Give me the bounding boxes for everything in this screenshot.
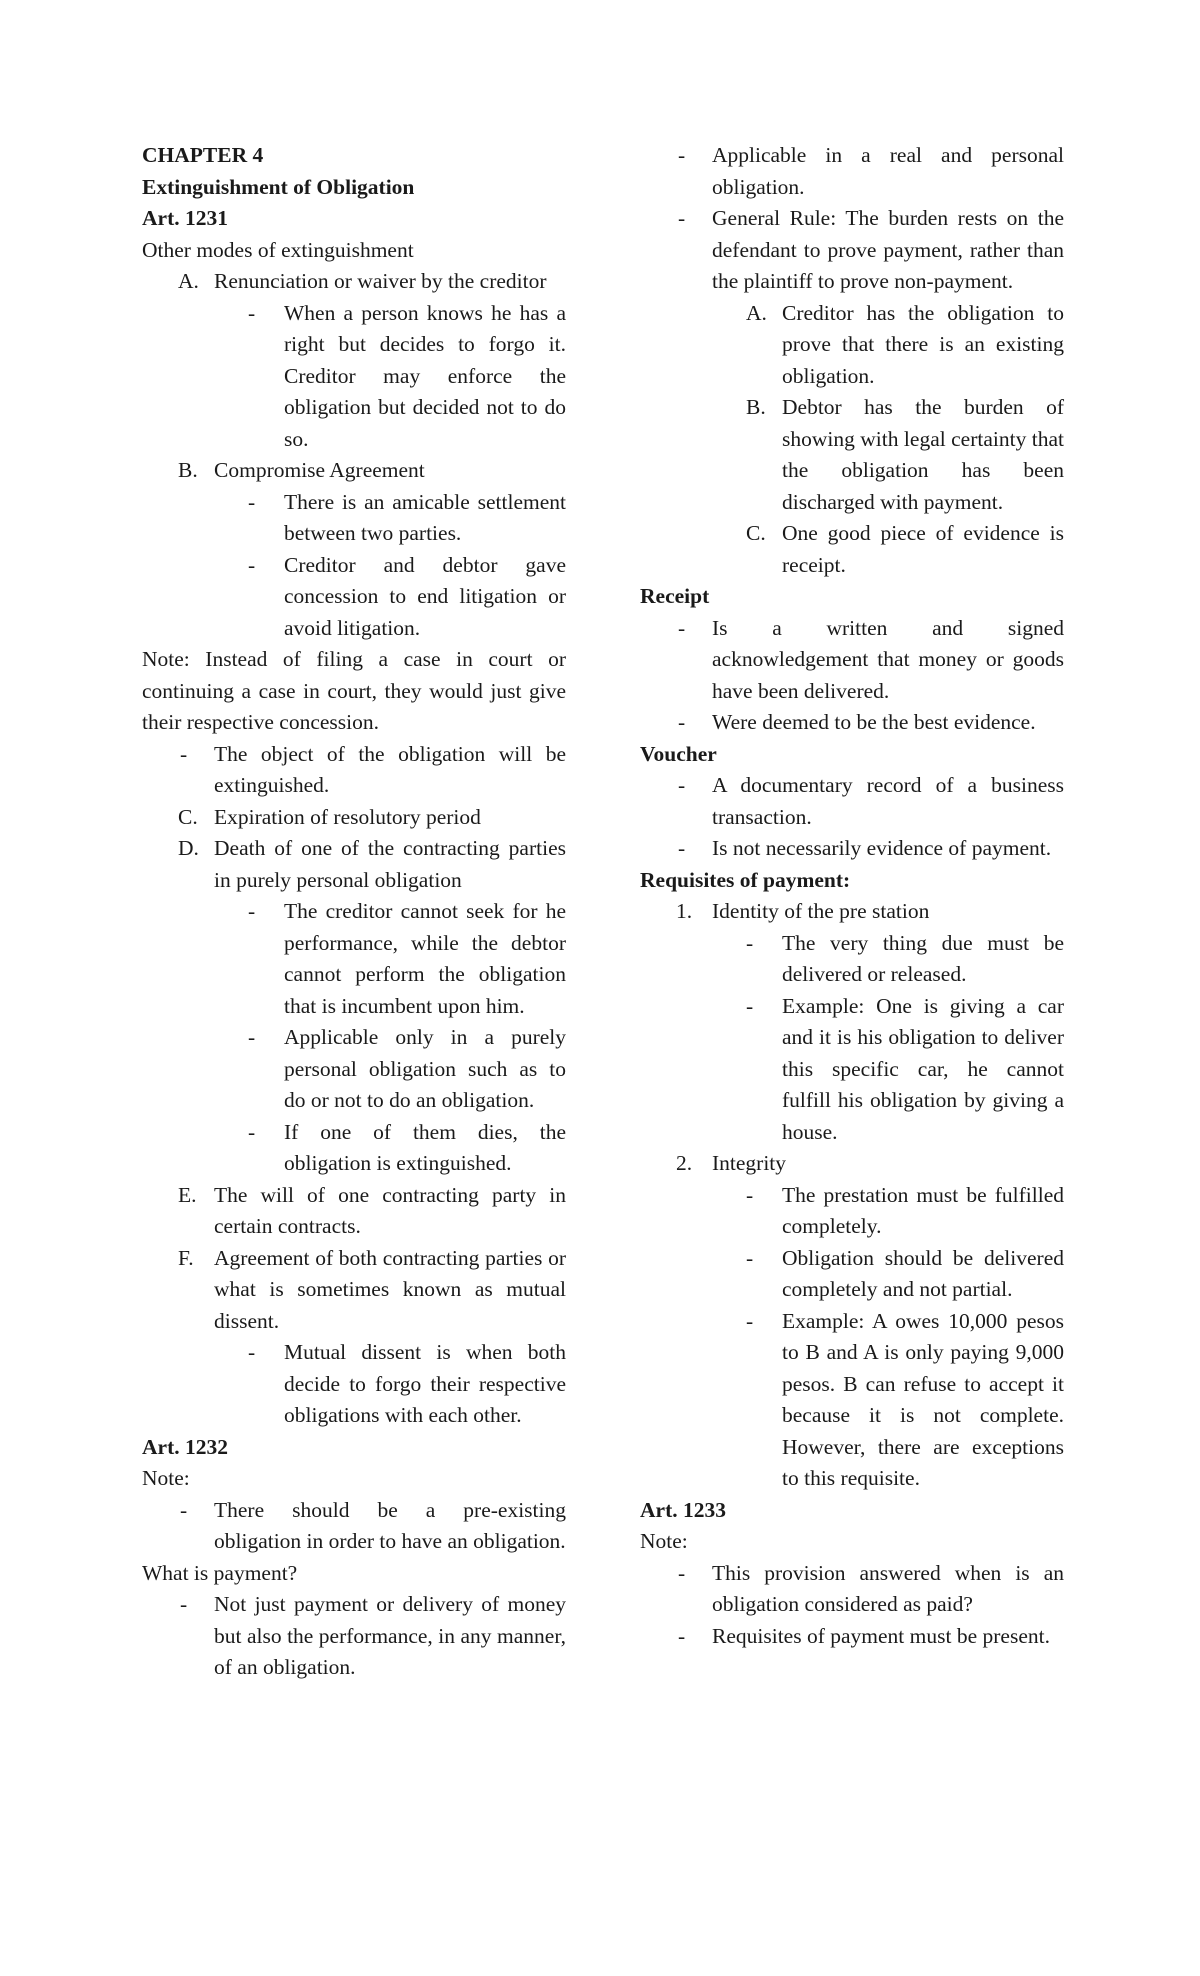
bullet-text: Applicable in a real and personal obligation. xyxy=(712,143,1064,199)
note-paragraph: Note: Instead of filing a case in court or continuing a case in court, they would just give their respective concession. xyxy=(142,647,566,734)
bullet-text: There is an amicable settlement between two parties. xyxy=(284,489,566,545)
list-item-text: Debtor has the burden of showing with legal certainty that the obligation has been discharged with payment. xyxy=(782,395,1064,514)
numbered-item-2 xyxy=(640,1148,1064,1180)
bullet-text: Mutual dissent is when both decide to forgo their respective obligations with each other. xyxy=(284,1340,566,1427)
sub-list-item-a xyxy=(640,298,1064,393)
list-item-d xyxy=(142,833,566,896)
bullet-item xyxy=(640,928,1064,991)
dash-marker: - xyxy=(678,615,686,640)
bullet-text: This provision answered when is an obligation considered as paid? xyxy=(712,1560,1064,1616)
right-column xyxy=(640,140,1064,1652)
dash-marker: - xyxy=(248,552,256,577)
note-label: Note: xyxy=(142,1466,190,1490)
bullet-item xyxy=(640,1306,1064,1495)
bullet-text: Were deemed to be the best evidence. xyxy=(712,710,1036,734)
list-item-a xyxy=(142,266,566,298)
bullet-item xyxy=(142,487,566,550)
list-item-text: Creditor has the obligation to prove that there is an existing obligation. xyxy=(782,300,1064,388)
list-item-text: Compromise Agreement xyxy=(214,458,425,482)
dash-marker: - xyxy=(746,1308,754,1333)
article-1231-heading: Art. 1231 xyxy=(142,206,228,230)
list-item-text: One good piece of evidence is receipt. xyxy=(782,521,1064,577)
dash-marker: - xyxy=(248,1119,256,1144)
bullet-text: The prestation must be fulfilled completely. xyxy=(782,1182,1064,1238)
bullet-text: Creditor and debtor gave concession to end litigation or avoid litigation. xyxy=(284,552,566,640)
bullet-text: General Rule: The burden rests on the defendant to prove payment, rather than the plaintiff to prove non-payment. xyxy=(712,206,1064,293)
bullet-text: Not just payment or delivery of money but also the performance, in any manner, of an obligation. xyxy=(214,1592,566,1679)
list-item-c xyxy=(142,802,566,834)
dash-marker: - xyxy=(746,1245,754,1270)
note-label: Note: xyxy=(640,1529,688,1553)
list-item-text: Integrity xyxy=(712,1151,787,1175)
bullet-item xyxy=(640,991,1064,1149)
bullet-item xyxy=(640,1558,1064,1621)
sub-list-item-c xyxy=(640,518,1064,581)
intro-text: Other modes of extinguishment xyxy=(142,237,414,262)
dash-marker: - xyxy=(678,836,686,860)
dash-marker: - xyxy=(248,489,256,514)
requisites-heading: Requisites of payment: xyxy=(640,867,851,892)
bullet-text: The creditor cannot seek for he performance, while the debtor cannot perform the obligation that is incumbent upon him. xyxy=(284,899,566,1018)
article-1232-heading: Art. 1232 xyxy=(142,1434,228,1459)
dash-marker: - xyxy=(678,143,686,167)
dash-marker: - xyxy=(248,300,256,325)
bullet-item xyxy=(640,1180,1064,1243)
bullet-item xyxy=(142,1117,566,1180)
list-marker: 2. xyxy=(676,1151,693,1175)
dash-marker: - xyxy=(180,1592,188,1616)
bullet-item xyxy=(640,613,1064,708)
dash-marker: - xyxy=(248,899,256,923)
dash-marker: - xyxy=(180,741,188,766)
list-item-text: Identity of the pre station xyxy=(712,899,930,923)
numbered-item-1 xyxy=(640,896,1064,928)
list-item-b xyxy=(142,455,566,487)
dash-marker: - xyxy=(248,1025,256,1049)
list-item-text: The will of one contracting party in certain contracts. xyxy=(214,1182,566,1238)
dash-marker: - xyxy=(678,206,686,230)
dash-marker: - xyxy=(746,1182,754,1207)
bullet-item xyxy=(640,707,1064,739)
receipt-heading: Receipt xyxy=(640,584,710,608)
list-item-e xyxy=(142,1180,566,1243)
chapter-heading: CHAPTER 4 xyxy=(142,143,264,167)
dash-marker: - xyxy=(678,773,686,797)
chapter-title: Extinguishment of Obligation xyxy=(142,174,415,199)
bullet-item xyxy=(640,833,1064,865)
dash-marker: - xyxy=(678,1623,686,1648)
list-marker: 1. xyxy=(676,899,693,923)
bullet-item xyxy=(640,140,1064,203)
bullet-text: Applicable only in a purely personal obligation such as to do or not to do an obligation. xyxy=(284,1025,566,1112)
list-item-text: Death of one of the contracting parties in purely personal obligation xyxy=(214,836,566,892)
voucher-heading: Voucher xyxy=(640,741,717,766)
bullet-item xyxy=(142,1495,566,1558)
bullet-item xyxy=(142,1337,566,1432)
list-marker: A. xyxy=(746,300,767,325)
list-marker: B. xyxy=(178,458,198,482)
bullet-text: When a person knows he has a right but decides to forgo it. Creditor may enforce the obligation but decided not to do so. xyxy=(284,300,566,451)
bullet-item xyxy=(142,896,566,1022)
list-item-text: Expiration of resolutory period xyxy=(214,804,481,829)
bullet-text: There should be a pre-existing obligation in order to have an obligation. xyxy=(214,1497,566,1553)
bullet-text: Example: One is giving a car and it is his obligation to deliver this specific car, he cannot fulfill his obligation by giving a house. xyxy=(782,993,1064,1144)
list-marker: C. xyxy=(746,521,766,545)
bullet-text: Is not necessarily evidence of payment. xyxy=(712,836,1052,860)
list-marker: E. xyxy=(178,1182,197,1207)
question-heading: What is payment? xyxy=(142,1560,298,1585)
dash-marker: - xyxy=(678,710,686,734)
list-marker: F. xyxy=(178,1245,194,1270)
dash-marker: - xyxy=(746,930,754,955)
bullet-item xyxy=(142,1589,566,1684)
bullet-text: Is a written and signed acknowledgement that money or goods have been delivered. xyxy=(712,615,1064,703)
bullet-text: The very thing due must be delivered or released. xyxy=(782,930,1064,986)
list-marker: D. xyxy=(178,836,199,860)
list-item-f xyxy=(142,1243,566,1338)
bullet-text: Obligation should be delivered completely and not partial. xyxy=(782,1245,1064,1301)
bullet-text: The object of the obligation will be extinguished. xyxy=(214,741,566,797)
dash-marker: - xyxy=(678,1560,686,1585)
dash-marker: - xyxy=(180,1497,188,1522)
dash-marker: - xyxy=(746,993,754,1018)
list-marker: A. xyxy=(178,269,199,293)
bullet-item xyxy=(640,770,1064,833)
article-1233-heading: Art. 1233 xyxy=(640,1497,726,1522)
list-item-text: Renunciation or waiver by the creditor xyxy=(214,269,547,293)
bullet-item xyxy=(640,1243,1064,1306)
sub-list-item-b xyxy=(640,392,1064,518)
bullet-item xyxy=(640,1621,1064,1653)
bullet-text: A documentary record of a business transaction. xyxy=(712,773,1064,829)
bullet-text: Example: A owes 10,000 pesos to B and A is only paying 9,000 pesos. B can refuse to accept it because it is not complete. However, there are exceptions to this requisite. xyxy=(782,1308,1064,1490)
list-marker: B. xyxy=(746,395,766,419)
bullet-item xyxy=(640,203,1064,298)
bullet-text: If one of them dies, the obligation is extinguished. xyxy=(284,1119,566,1175)
bullet-item xyxy=(142,298,566,456)
bullet-item xyxy=(142,739,566,802)
left-column xyxy=(142,140,566,1684)
list-item-text: Agreement of both contracting parties or what is sometimes known as mutual dissent. xyxy=(214,1245,566,1333)
dash-marker: - xyxy=(248,1340,256,1364)
list-marker: C. xyxy=(178,804,198,829)
bullet-text: Requisites of payment must be present. xyxy=(712,1623,1050,1648)
bullet-item xyxy=(142,550,566,645)
bullet-item xyxy=(142,1022,566,1117)
